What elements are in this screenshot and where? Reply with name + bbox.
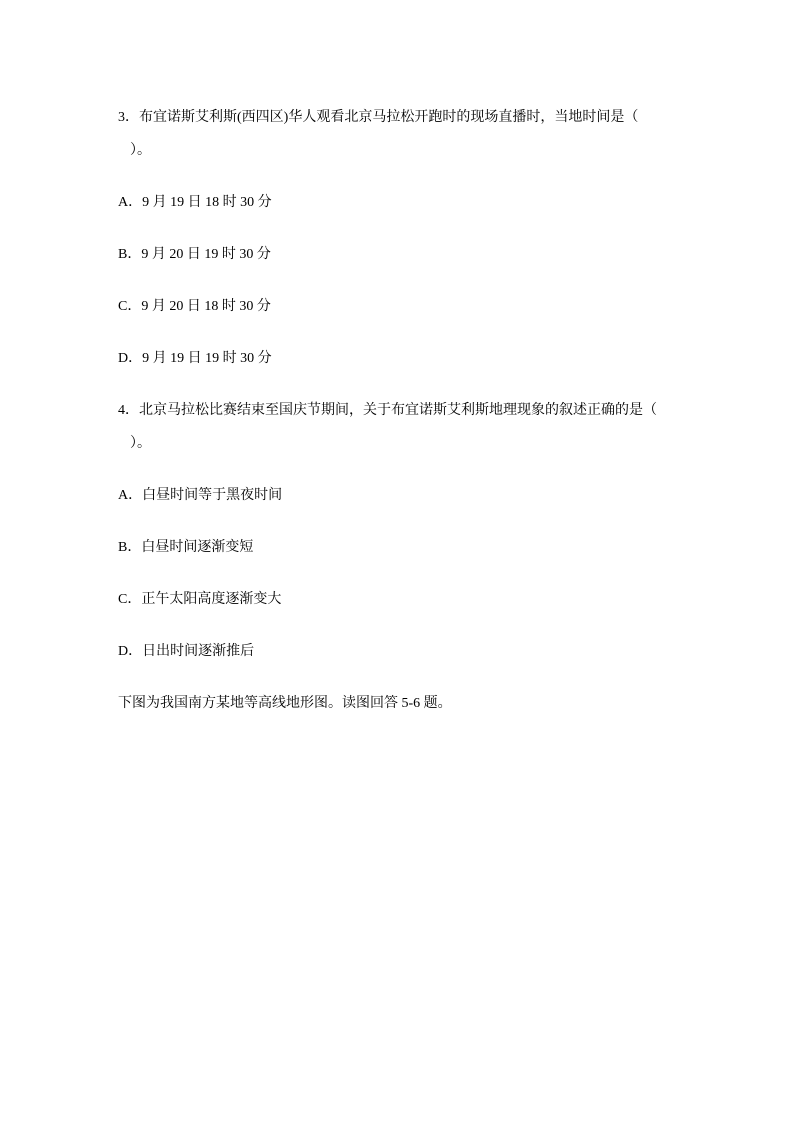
question-4-stem	[118, 394, 768, 460]
question-3-option-b: B．9 月 20 日 19 时 30 分	[118, 247, 271, 262]
question-4-stem-line-2: ）。	[130, 436, 151, 451]
question-3-stem-line-2: ）。	[130, 143, 151, 158]
question-4-option-b: B．白昼时间逐渐变短	[118, 540, 254, 555]
question-4-option-d: D．日出时间逐渐推后	[118, 644, 255, 659]
question-3-option-d: D．9 月 19 日 19 时 30 分	[118, 351, 272, 366]
question-4-option-c: C．正午太阳高度逐渐变大	[118, 592, 282, 607]
question-3-option-c: C．9 月 20 日 18 时 30 分	[118, 299, 271, 314]
question-3-option-a: A．9 月 19 日 18 时 30 分	[118, 195, 272, 210]
section-intro-text: 下图为我国南方某地等高线地形图。读图回答 5-6 题。	[118, 696, 452, 711]
question-4-stem-line-1: 4．北京马拉松比赛结束至国庆节期间，关于布宜诺斯艾利斯地理现象的叙述正确的是（	[118, 403, 657, 418]
question-3-stem	[118, 101, 768, 167]
question-3-stem-line-1: 3．布宜诺斯艾利斯(西四区)华人观看北京马拉松开跑时的现场直播时，当地时间是（	[118, 110, 639, 125]
question-4-option-a: A．白昼时间等于黑夜时间	[118, 488, 283, 503]
document-content	[118, 101, 768, 739]
